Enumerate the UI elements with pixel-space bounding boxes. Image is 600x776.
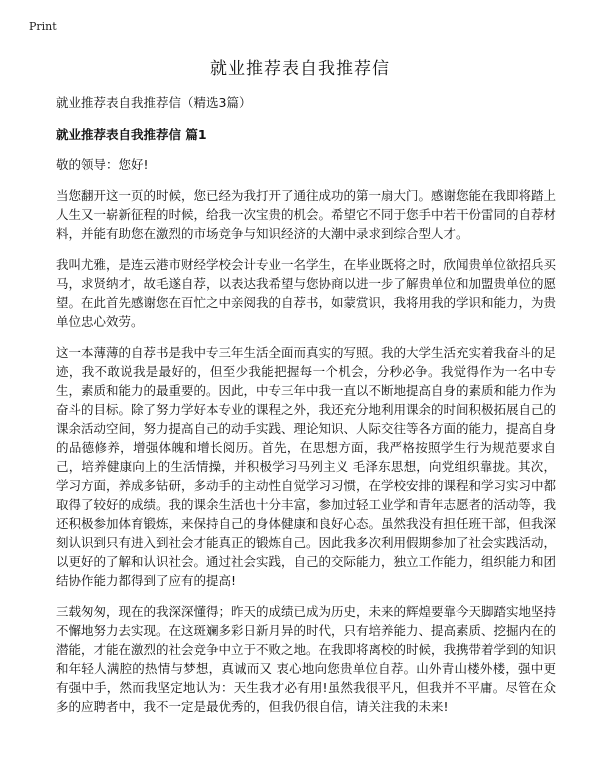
greeting-line: 敬的领导：您好!: [56, 157, 149, 172]
section-heading: 就业推荐表自我推荐信 篇1: [56, 127, 207, 142]
paragraph-3: 这一本薄薄的自荐书是我中专三年生活全面而真实的写照。我的大学生活充实着我奋斗的足迹，我不敢说我是最好的，但至少我能把握每一个机会，分秒必争。我觉得作为一名中专生，素质和能力的最重要的。因此，中专三年中我一直以不断地提高自身的素质和能力作为奋斗的目标。除了努力学好本专业的课程之外，我还充分地利用课余的时间积极拓展自己的课余活动空间，努力提高自己的动手实践、理论知识、人际交往等各方面的能力，提高自身的品德修养，增强体魄和增长阅历。首先，在思想方面，我严格按照学生行为规范要求自己，培养健康向上的生活情操，并积极学习马列主义 毛泽东思想，向党组织靠拢。其次，学习方面，养成多钻研，多动手的主动性自觉学习习惯，在学校安排的课程和学习实习中都取得了较好的成绩。我的课余生活也十分丰富，参加过轻工业学和青年志愿者的活动等，我还积极参加体育锻炼，来保持自己的身体健康和良好心态。虽然我没有担任班干部，但我深刻认识到只有进入到社会才能真正的锻炼自己。因此我多次利用假期参加了社会实践活动，以更好的了解和认识社会。通过社会实践，自己的交际能力，独立工作能力，组织能力和团结协作能力都得到了应有的提高!: [56, 345, 557, 588]
paragraph-4: 三载匆匆，现在的我深深懂得；昨天的成绩已成为历史，未来的辉煌要靠今天脚踏实地坚持不懈地努力去实现。在这斑斓多彩日新月异的时代，只有培养能力、提高素质、挖掘内在的潜能，才能在激烈的社会竞争中立于不败之地。在我即将离校的时候，我携带着学到的知识和年轻人满腔的热情与梦想，真诚而又 衷心地向您贵单位自荐。山外青山楼外楼，强中更有强中手，然而我坚定地认为：天生我才必有用!虽然我很平凡，但我并不平庸。尽管在众多的应聘者中，我不一定是最优秀的，但我仍很自信，请关注我的未来!: [56, 604, 557, 714]
paragraph-1: 当您翻开这一页的时候，您已经为我打开了通往成功的第一扇大门。感谢您能在我即将踏上人生又一崭新征程的时候，给我一次宝贵的机会。希望它不同于您手中若干份雷同的自荐材料，并能有助您在激烈的市场竞争与知识经济的大潮中录求到综合型人才。: [56, 188, 557, 241]
document-subtitle: 就业推荐表自我推荐信（精选3篇）: [56, 95, 252, 110]
page-title: 就业推荐表自我推荐信: [210, 59, 390, 79]
print-link[interactable]: Print: [29, 20, 57, 33]
letter-body: [56, 186, 556, 728]
paragraph-2: 我叫尤雅，是连云港市财经学校会计专业一名学生，在毕业既将之时，欣闻贵单位欲招兵买马，求贤纳才，故毛遂自荐，以表达我希望与您协商以进一步了解贵单位和加盟贵单位的愿望。在此首先感谢您在百忙之中亲阅我的自荐书，如蒙赏识，我将用我的学识和能力，为贵单位忠心效劳。: [56, 257, 557, 329]
